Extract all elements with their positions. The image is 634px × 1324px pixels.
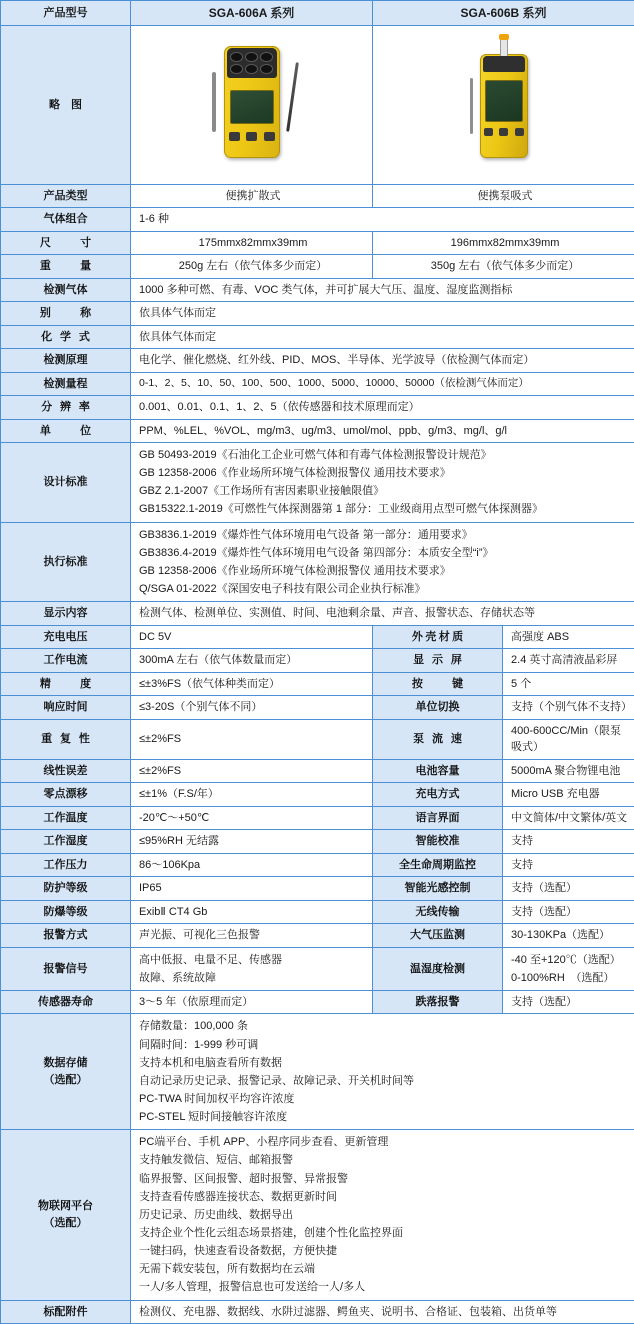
row-label-zero-drift: 零点漂移 bbox=[1, 783, 131, 807]
exec-standard-line: GB3836.4-2019《爆炸性气体环境用电气设备 第四部分：本质安全型“i”》 bbox=[139, 544, 629, 562]
table-row-accuracy bbox=[1, 672, 634, 696]
cell-repeatability: ≤±2%FS bbox=[131, 719, 373, 759]
data-storage-line: PC-STEL 短时间接触容许浓度 bbox=[139, 1108, 629, 1126]
cell-charge-voltage: DC 5V bbox=[131, 625, 373, 649]
row-label-smart-light-control: 智能光感控制 bbox=[373, 877, 503, 901]
row-label-display-content: 显示内容 bbox=[1, 602, 131, 626]
cell-unit-switch: 支持（个别气体不支持） bbox=[503, 696, 634, 720]
cell-working-temperature: -20℃～+50℃ bbox=[131, 806, 373, 830]
table-row-working-current bbox=[1, 649, 634, 673]
cell-battery-capacity: 5000mA 聚合物锂电池 bbox=[503, 759, 634, 783]
iot-label-line2: （选配） bbox=[6, 1215, 125, 1232]
row-label-alarm-method: 报警方式 bbox=[1, 924, 131, 948]
exec-standard-line: Q/SGA 01-2022《深国安电子科技有限公司企业执行标准》 bbox=[139, 580, 629, 598]
cell-accessories: 检测仪、充电器、数据线、水阱过滤器、鳄鱼夹、说明书、合格证、包装箱、出货单等 bbox=[131, 1300, 634, 1324]
row-label-unit-switch: 单位切换 bbox=[373, 696, 503, 720]
row-label-unit: 单 位 bbox=[1, 419, 131, 443]
cell-detected-gas: 1000 多种可燃、有毒、VOC 类气体，并可扩展大气压、温度、湿度监测指标 bbox=[131, 278, 634, 302]
row-label-temp-humidity: 温湿度检测 bbox=[373, 947, 503, 990]
row-label-range: 检测量程 bbox=[1, 372, 131, 396]
cell-alarm-signal bbox=[131, 947, 373, 990]
iot-line: PC端平台、手机 APP、小程序同步查看、更新管理 bbox=[139, 1133, 629, 1151]
row-label-pump-flow: 泵 流 速 bbox=[373, 719, 503, 759]
cell-zero-drift: ≤±1%（F.S/年） bbox=[131, 783, 373, 807]
iot-line: 临界报警、区间报警、超时报警、异常报警 bbox=[139, 1170, 629, 1188]
cell-alarm-method: 声光振、可视化三色报警 bbox=[131, 924, 373, 948]
row-label-drop-alarm: 跌落报警 bbox=[373, 990, 503, 1014]
exec-standard-line: GB 12358-2006《作业场所环境气体检测报警仪 通用技术要求》 bbox=[139, 562, 629, 580]
row-label-keys: 按 键 bbox=[373, 672, 503, 696]
cell-sensor-life: 3～5 年（依原理而定） bbox=[131, 990, 373, 1014]
exec-standard-line: GB3836.1-2019《爆炸性气体环境用电气设备 第一部分：通用要求》 bbox=[139, 526, 629, 544]
row-label-explosion-grade: 防爆等级 bbox=[1, 900, 131, 924]
cell-accuracy: ≤±3%FS（依气体种类而定） bbox=[131, 672, 373, 696]
row-label-shell-material: 外壳材质 bbox=[373, 625, 503, 649]
iot-line: 一键扫码，快速查看设备数据，方便快捷 bbox=[139, 1242, 629, 1260]
table-row-detected-gas bbox=[1, 278, 634, 302]
table-row-explosion-grade bbox=[1, 900, 634, 924]
row-label-response-time: 响应时间 bbox=[1, 696, 131, 720]
row-label-wireless-transmission: 无线传输 bbox=[373, 900, 503, 924]
cell-gas-combination: 1-6 种 bbox=[131, 208, 634, 232]
cell-principle: 电化学、催化燃烧、红外线、PID、MOS、半导体、光学波导（依检测气体而定） bbox=[131, 349, 634, 373]
cell-design-standard bbox=[131, 443, 634, 523]
table-row-iot-platform bbox=[1, 1130, 634, 1300]
table-row-design-standard bbox=[1, 443, 634, 523]
cell-language: 中文简体/中文繁体/英文 bbox=[503, 806, 634, 830]
cell-working-pressure: 86～106Kpa bbox=[131, 853, 373, 877]
design-standard-line: GBZ 2.1-2007《工作场所有害因素职业接触限值》 bbox=[139, 482, 629, 500]
cell-formula: 依具体气体而定 bbox=[131, 325, 634, 349]
row-label-dimensions: 尺 寸 bbox=[1, 231, 131, 255]
table-row-working-temperature bbox=[1, 806, 634, 830]
iot-line: 无需下载安装包，所有数据均在云端 bbox=[139, 1260, 629, 1278]
data-storage-label-line1: 数据存储 bbox=[6, 1055, 125, 1072]
table-row-alarm-method bbox=[1, 924, 634, 948]
iot-line: 历史记录、历史曲线、数据导出 bbox=[139, 1206, 629, 1224]
row-label-charge-voltage: 充电电压 bbox=[1, 625, 131, 649]
row-label-detected-gas: 检测气体 bbox=[1, 278, 131, 302]
row-label-working-humidity: 工作湿度 bbox=[1, 830, 131, 854]
cell-weight-a: 250g 左右（依气体多少而定） bbox=[131, 255, 373, 279]
iot-line: 一人/多人管理，报警信息也可发送给一人/多人 bbox=[139, 1278, 629, 1296]
cell-air-pressure-monitoring: 30-130KPa（选配） bbox=[503, 924, 634, 948]
cell-dimensions-a: 175mmx82mmx39mm bbox=[131, 231, 373, 255]
cell-dimensions-b: 196mmx82mmx39mm bbox=[373, 231, 634, 255]
row-label-language: 语言界面 bbox=[373, 806, 503, 830]
data-storage-line: PC-TWA 时间加权平均容许浓度 bbox=[139, 1090, 629, 1108]
data-storage-line: 间隔时间：1-999 秒可调 bbox=[139, 1036, 629, 1054]
row-label-smart-calibration: 智能校准 bbox=[373, 830, 503, 854]
column-header-series-a: SGA-606A 系列 bbox=[131, 1, 373, 26]
row-label-formula: 化 学 式 bbox=[1, 325, 131, 349]
row-label-working-current: 工作电流 bbox=[1, 649, 131, 673]
row-label-alias: 别 称 bbox=[1, 302, 131, 326]
row-label-charge-method: 充电方式 bbox=[373, 783, 503, 807]
cell-explosion-grade: ExibⅡ CT4 Gb bbox=[131, 900, 373, 924]
table-row-linearity-error bbox=[1, 759, 634, 783]
alarm-signal-line: 故障、系统故障 bbox=[139, 969, 367, 987]
design-standard-line: GB 50493-2019《石油化工企业可燃气体和有毒气体检测报警设计规范》 bbox=[139, 446, 629, 464]
cell-range: 0-1、2、5、10、50、100、500、1000、5000、10000、50000（依检测气体而定） bbox=[131, 372, 634, 396]
row-label-display-screen: 显 示 屏 bbox=[373, 649, 503, 673]
temp-humidity-line: 0-100%RH （选配） bbox=[511, 969, 629, 987]
table-row-alarm-signal bbox=[1, 947, 634, 990]
row-label-product-type: 产品类型 bbox=[1, 184, 131, 208]
row-label-alarm-signal: 报警信号 bbox=[1, 947, 131, 990]
table-row-accessories bbox=[1, 1300, 634, 1324]
cell-wireless-transmission: 支持（选配） bbox=[503, 900, 634, 924]
table-row-alias bbox=[1, 302, 634, 326]
table-row-product-type bbox=[1, 184, 634, 208]
data-storage-line: 存储数量：100,000 条 bbox=[139, 1017, 629, 1035]
data-storage-label-line2: （选配） bbox=[6, 1072, 125, 1089]
data-storage-line: 支持本机和电脑查看所有数据 bbox=[139, 1054, 629, 1072]
table-row-repeatability bbox=[1, 719, 634, 759]
cell-response-time: ≤3-20S（个别气体不同） bbox=[131, 696, 373, 720]
iot-line: 支持企业个性化云组态场景搭建，创建个性化监控界面 bbox=[139, 1224, 629, 1242]
table-row-working-humidity bbox=[1, 830, 634, 854]
row-label-working-temperature: 工作温度 bbox=[1, 806, 131, 830]
cell-data-storage bbox=[131, 1014, 634, 1130]
row-label-sensor-life: 传感器寿命 bbox=[1, 990, 131, 1014]
table-row-response-time bbox=[1, 696, 634, 720]
cell-alias: 依具体气体而定 bbox=[131, 302, 634, 326]
row-label-accuracy: 精 度 bbox=[1, 672, 131, 696]
row-label-diagram: 略 图 bbox=[1, 26, 131, 185]
table-row-gas-combination bbox=[1, 208, 634, 232]
row-label-accessories: 标配附件 bbox=[1, 1300, 131, 1324]
cell-display-screen: 2.4 英寸高清液晶彩屏 bbox=[503, 649, 634, 673]
row-label-repeatability: 重 复 性 bbox=[1, 719, 131, 759]
table-row-header bbox=[1, 1, 634, 26]
table-row-principle bbox=[1, 349, 634, 373]
cell-exec-standard bbox=[131, 522, 634, 602]
table-row-resolution bbox=[1, 396, 634, 420]
table-row-zero-drift bbox=[1, 783, 634, 807]
table-row-diagram bbox=[1, 26, 634, 185]
row-label-data-storage bbox=[1, 1014, 131, 1130]
cell-smart-light-control: 支持（选配） bbox=[503, 877, 634, 901]
cell-keys: 5 个 bbox=[503, 672, 634, 696]
row-label-design-standard: 设计标准 bbox=[1, 443, 131, 523]
table-row-protection-grade bbox=[1, 877, 634, 901]
cell-charge-method: Micro USB 充电器 bbox=[503, 783, 634, 807]
cell-weight-b: 350g 左右（依气体多少而定） bbox=[373, 255, 634, 279]
cell-iot-platform bbox=[131, 1130, 634, 1300]
table-row-display-content bbox=[1, 602, 634, 626]
row-label-exec-standard: 执行标准 bbox=[1, 522, 131, 602]
row-label-resolution: 分 辨 率 bbox=[1, 396, 131, 420]
cell-working-current: 300mA 左右（依气体数量而定） bbox=[131, 649, 373, 673]
data-storage-line: 自动记录历史记录、报警记录、故障记录、开关机时间等 bbox=[139, 1072, 629, 1090]
row-label-iot-platform bbox=[1, 1130, 131, 1300]
temp-humidity-line: -40 至+120℃（选配） bbox=[511, 951, 629, 969]
product-image-a-cell bbox=[131, 26, 373, 185]
cell-protection-grade: IP65 bbox=[131, 877, 373, 901]
cell-unit: PPM、%LEL、%VOL、mg/m3、ug/m3、umol/mol、ppb、g/m3、mg/l、g/l bbox=[131, 419, 634, 443]
table-row-data-storage bbox=[1, 1014, 634, 1130]
design-standard-line: GB 12358-2006《作业场所环境气体检测报警仪 通用技术要求》 bbox=[139, 464, 629, 482]
cell-linearity-error: ≤±2%FS bbox=[131, 759, 373, 783]
row-label-battery-capacity: 电池容量 bbox=[373, 759, 503, 783]
cell-drop-alarm: 支持（选配） bbox=[503, 990, 634, 1014]
table-row-exec-standard bbox=[1, 522, 634, 602]
row-label-working-pressure: 工作压力 bbox=[1, 853, 131, 877]
cell-product-type-a: 便携扩散式 bbox=[131, 184, 373, 208]
table-row-charge-voltage bbox=[1, 625, 634, 649]
table-row-weight bbox=[1, 255, 634, 279]
row-label-model: 产品型号 bbox=[1, 1, 131, 26]
iot-label-line1: 物联网平台 bbox=[6, 1198, 125, 1215]
cell-temp-humidity bbox=[503, 947, 634, 990]
cell-working-humidity: ≤95%RH 无结露 bbox=[131, 830, 373, 854]
row-label-protection-grade: 防护等级 bbox=[1, 877, 131, 901]
cell-lifecycle-monitoring: 支持 bbox=[503, 853, 634, 877]
row-label-lifecycle-monitoring: 全生命周期监控 bbox=[373, 853, 503, 877]
row-label-weight: 重 量 bbox=[1, 255, 131, 279]
product-image-b-cell bbox=[373, 26, 634, 185]
column-header-series-b: SGA-606B 系列 bbox=[373, 1, 634, 26]
portable-pump-suction-gas-detector-icon bbox=[444, 32, 564, 172]
cell-pump-flow: 400-600CC/Min（限泵吸式） bbox=[503, 719, 634, 759]
portable-diffusion-gas-detector-icon bbox=[192, 32, 312, 172]
cell-display-content: 检测气体、检测单位、实测值、时间、电池剩余量、声音、报警状态、存储状态等 bbox=[131, 602, 634, 626]
row-label-linearity-error: 线性误差 bbox=[1, 759, 131, 783]
table-row-formula bbox=[1, 325, 634, 349]
table-row-working-pressure bbox=[1, 853, 634, 877]
alarm-signal-line: 高中低报、电量不足、传感器 bbox=[139, 951, 367, 969]
cell-resolution: 0.001、0.01、0.1、1、2、5（依传感器和技术原理而定） bbox=[131, 396, 634, 420]
table-row-unit bbox=[1, 419, 634, 443]
table-row-sensor-life bbox=[1, 990, 634, 1014]
row-label-gas-combination: 气体组合 bbox=[1, 208, 131, 232]
iot-line: 支持查看传感器连接状态、数据更新时间 bbox=[139, 1188, 629, 1206]
row-label-principle: 检测原理 bbox=[1, 349, 131, 373]
design-standard-line: GB15322.1-2019《可燃性气体探测器第 1 部分：工业级商用点型可燃气体探测器》 bbox=[139, 500, 629, 518]
table-row-range bbox=[1, 372, 634, 396]
iot-line: 支持触发微信、短信、邮箱报警 bbox=[139, 1151, 629, 1169]
cell-shell-material: 高强度 ABS bbox=[503, 625, 634, 649]
table-row-dimensions bbox=[1, 231, 634, 255]
cell-product-type-b: 便携泵吸式 bbox=[373, 184, 634, 208]
row-label-air-pressure-monitoring: 大气压监测 bbox=[373, 924, 503, 948]
cell-smart-calibration: 支持 bbox=[503, 830, 634, 854]
